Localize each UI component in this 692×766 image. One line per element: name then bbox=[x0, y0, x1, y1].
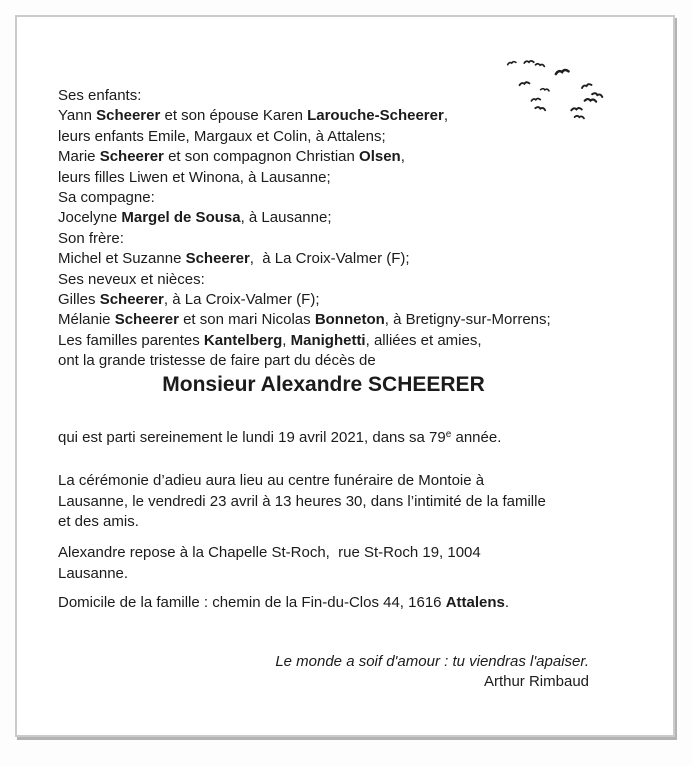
obituary-page bbox=[15, 15, 675, 737]
intro-line: leurs filles Liwen et Winona, à Lausanne; bbox=[58, 168, 331, 186]
intro-line: leurs enfants Emile, Margaux et Colin, à Attalens; bbox=[58, 127, 386, 145]
intro-line: Michel et Suzanne Scheerer, à La Croix-Valmer (F); bbox=[58, 250, 410, 268]
intro-line: Sa compagne: bbox=[58, 189, 155, 207]
intro-line: Ses neveux et nièces: bbox=[58, 270, 205, 288]
family-domicile-line: Domicile de la famille : chemin de la Fin-du-Clos 44, 1616 Attalens. bbox=[58, 594, 510, 612]
repose-paragraph bbox=[58, 543, 589, 584]
repose-line: Lausanne. bbox=[58, 564, 129, 582]
repose-line: Alexandre repose à la Chapelle St-Roch, rue St-Roch 19, 1004 bbox=[58, 544, 481, 562]
ceremony-line: La cérémonie d’adieu aura lieu au centre funéraire de Montoie à bbox=[58, 472, 485, 490]
bird-icon bbox=[535, 63, 544, 66]
bird-icon bbox=[524, 61, 534, 63]
intro-line: Yann Scheerer et son épouse Karen Larouche-Scheerer, bbox=[58, 107, 448, 125]
deceased-name-title: Monsieur Alexandre SCHEERER bbox=[162, 372, 485, 396]
intro-line: Marie Scheerer et son compagnon Christian Olsen, bbox=[58, 148, 405, 166]
intro-line: Gilles Scheerer, à La Croix-Valmer (F); bbox=[58, 291, 320, 309]
intro-line: Jocelyne Margel de Sousa, à Lausanne; bbox=[58, 209, 332, 227]
intro-line: Mélanie Scheerer et son mari Nicolas Bonneton, à Bretigny-sur-Morrens; bbox=[58, 311, 551, 329]
intro-line: ont la grande tristesse de faire part du décès de bbox=[58, 352, 376, 370]
intro-line: Son frère: bbox=[58, 229, 124, 247]
family-intro-block bbox=[58, 86, 589, 372]
ceremony-line: Lausanne, le vendredi 23 avril à 13 heures 30, dans l’intimité de la famille bbox=[58, 492, 546, 510]
intro-line: Ses enfants: bbox=[58, 87, 142, 104]
bird-icon bbox=[555, 69, 568, 74]
death-announcement-line: qui est parti sereinement le lundi 19 avril 2021, dans sa 79e année. bbox=[58, 428, 502, 446]
ceremony-line: et des amis. bbox=[58, 512, 139, 530]
quote-author: Arthur Rimbaud bbox=[483, 672, 589, 690]
bird-icon bbox=[519, 82, 529, 85]
obituary-content bbox=[58, 86, 589, 692]
quote-text: Le monde a soif d'amour : tu viendras l'apaiser. bbox=[275, 652, 589, 670]
intro-line: Les familles parentes Kantelberg, Manighetti, alliées et amies, bbox=[58, 331, 482, 349]
quote-block bbox=[58, 652, 589, 693]
ceremony-paragraph bbox=[58, 471, 589, 532]
bird-icon bbox=[507, 61, 516, 65]
bird-icon bbox=[592, 93, 603, 97]
